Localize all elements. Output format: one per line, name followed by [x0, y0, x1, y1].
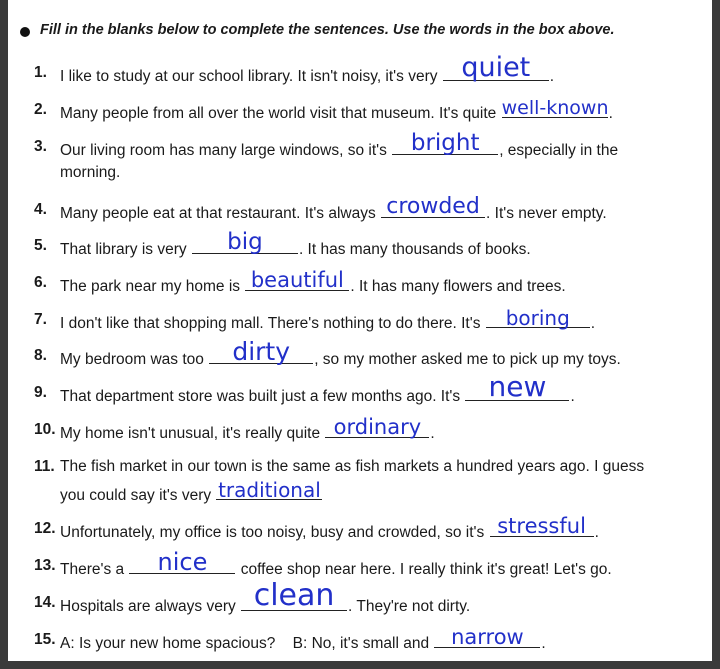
instruction-text: Fill in the blanks below to complete the sentences. Use the words in the box above.: [40, 22, 615, 38]
answer-blank[interactable]: [216, 478, 322, 502]
handwritten-answer: clean: [253, 578, 335, 613]
handwritten-answer: narrow: [451, 625, 524, 649]
answer-blank[interactable]: [245, 268, 349, 292]
handwritten-answer: ordinary: [333, 415, 422, 439]
bullet-icon: [20, 27, 30, 37]
answer-blank[interactable]: [392, 130, 498, 156]
handwritten-answer: boring: [505, 306, 570, 330]
answer-blank[interactable]: [490, 514, 594, 538]
answer-blank[interactable]: [129, 548, 235, 576]
question-number: 1.: [34, 64, 47, 81]
handwritten-answer: nice: [157, 548, 208, 576]
handwritten-answer: quiet: [461, 52, 531, 83]
handwritten-answer: big: [227, 229, 263, 255]
handwritten-answer: bright: [410, 130, 480, 156]
answer-blank[interactable]: [501, 97, 609, 119]
answer-blank[interactable]: [241, 578, 347, 613]
handwritten-answer: crowded: [386, 194, 480, 219]
handwritten-answer: well-known: [501, 97, 609, 119]
answer-blank[interactable]: [209, 337, 313, 366]
handwritten-answer: dirty: [232, 337, 291, 366]
question-text: I like to study at our school library. It isn't noisy, it's very: [60, 68, 438, 85]
answer-blank[interactable]: [486, 306, 590, 330]
answer-blank[interactable]: [325, 415, 429, 439]
handwritten-answer: traditional: [218, 478, 321, 502]
answer-blank[interactable]: [443, 52, 549, 83]
handwritten-answer: stressful: [497, 514, 586, 538]
answer-blank[interactable]: [192, 229, 298, 255]
answer-blank[interactable]: [434, 625, 540, 649]
answer-blank[interactable]: [465, 370, 569, 403]
handwritten-answer: beautiful: [250, 268, 344, 292]
answer-blank[interactable]: [381, 194, 485, 219]
worksheet: Fill in the blanks below to complete the sentences. Use the words in the box above. 1. I like to study at our school library. It isn't noisy, it's very quiet . 2. Many people from all over the world visit that museum. It's quite well-known . 3. Our living room has many large windows, so it's bright , especially in the morning. 4. Many people eat at that restaurant. It's always crowded . It's never empty. 5. That library is very big . It has many thousands of books. 6. The park near my home is beautiful . It has many flowers and trees. 7. I don't like that shopping mall. There's nothing to do there. It's boring . 8. My bedroom was too dirty , so my mother asked me to pick up my toys. 9. That department store was built just a few months ago. It's new . 10. My home isn't unusual, it's really quite ordinary . 11. The fish market in our town is the same as fish markets a hundred years ago. I guess you could say it's very traditional 12. Unfortunately, my office is too noisy, busy and crowded, so it's stressful . 13. There's a nice coffee shop near here. I really think it's great! Let's go. 14. Hospitals are always very clean . They're not dirty. 15. A: Is your new home spacious? B: No, it's small and narrow .: [8, 0, 712, 661]
handwritten-answer: new: [488, 370, 547, 403]
